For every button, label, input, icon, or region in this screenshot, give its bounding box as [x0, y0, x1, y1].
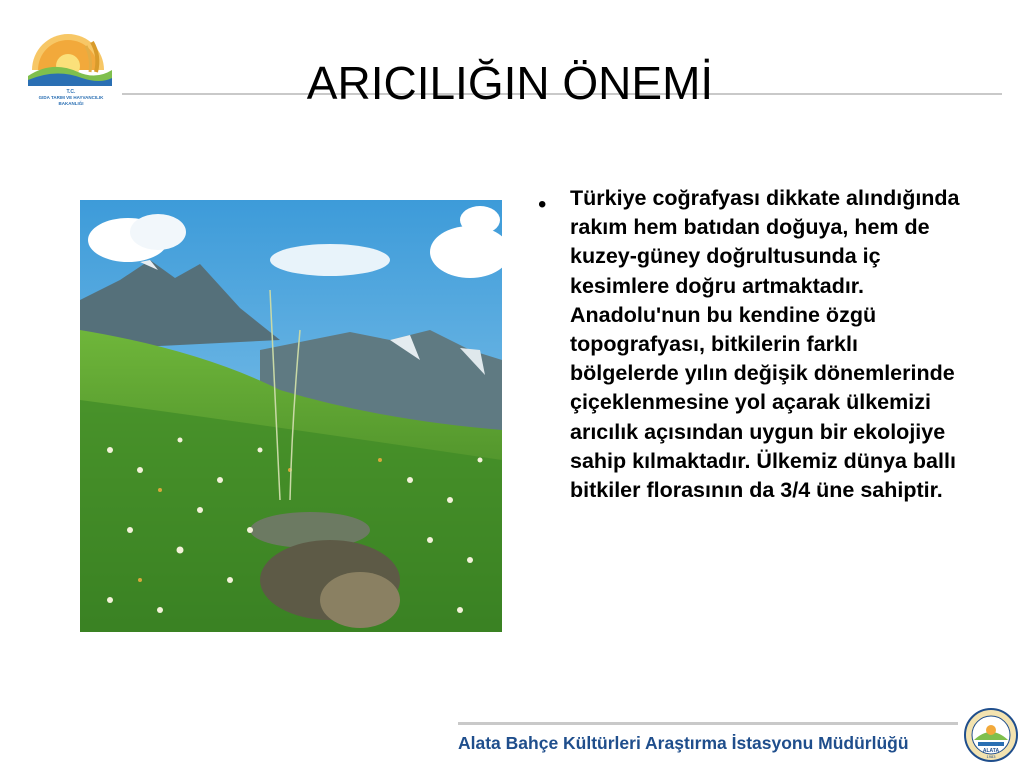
ministry-logo-line1: T.C. — [66, 89, 76, 95]
bullet-paragraph: Türkiye coğrafyası dikkate alındığında rakım hem batıdan doğuya, hem de kuzey-güney doğrultusunda iç kesimlere doğru artmaktadır. Anadolu'nun bu kendine özgü topografyası, bitkilerin farklı bölgelerde yılın değişik dönemlerinde çiçeklenmesine yol açarak ülkemizi arıcılık açısından uygun bir ekolojiye sahip kılmaktadır. Ülkemiz dünya ballı bitkiler florasının da 3/4 üne sahiptir. — [570, 186, 960, 503]
ministry-logo-line2: GIDA TARIM VE HAYVANCILIK — [38, 95, 104, 100]
ministry-logo-icon — [22, 22, 120, 108]
footer-divider — [458, 722, 958, 725]
slide-title: ARICILIĞIN ÖNEMİ — [306, 57, 714, 109]
institute-seal-icon — [964, 708, 1018, 762]
seal-label: ALATA — [982, 748, 1000, 754]
institute-name: Alata Bahçe Kültürleri Araştırma İstasyonu Müdürlüğü — [458, 733, 909, 753]
bullet-marker: • — [538, 191, 547, 218]
seal-year: 1983 — [986, 754, 996, 759]
meadow-landscape-image — [80, 200, 502, 632]
ministry-logo-line3: BAKANLIĞI — [58, 101, 84, 106]
